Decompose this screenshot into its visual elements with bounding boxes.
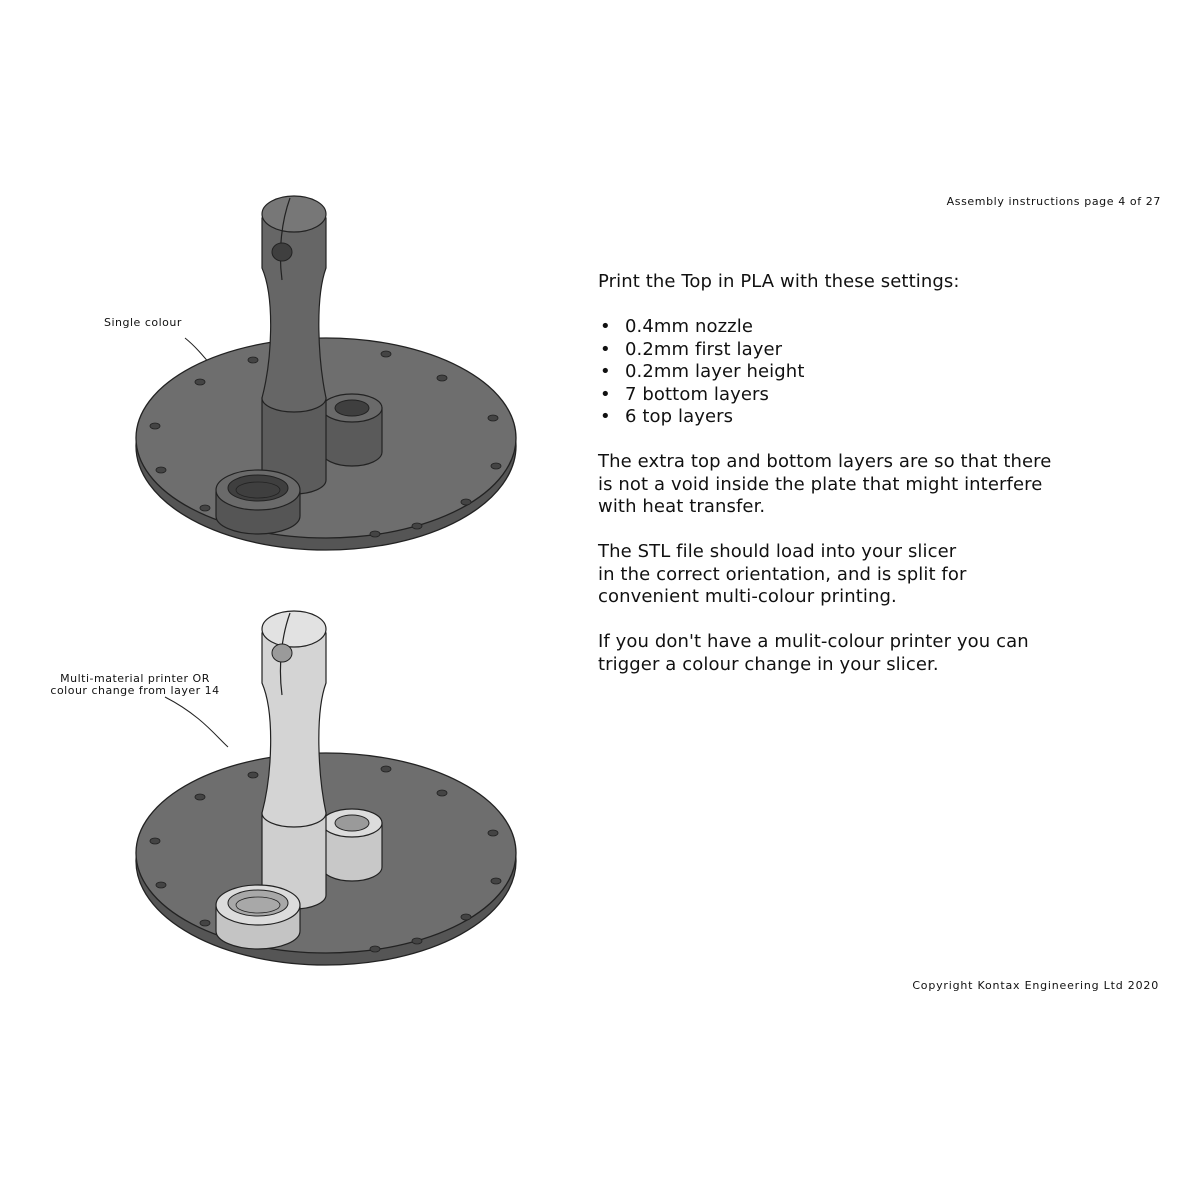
instructions <box>598 271 1158 699</box>
copyright-footer: Copyright Kontax Engineering Ltd 2020 <box>912 979 1159 992</box>
multi-colour-render <box>0 585 560 985</box>
paragraph-line: trigger a colour change in your slicer. <box>598 653 939 675</box>
setting-item: • 0.2mm first layer <box>598 339 1158 362</box>
setting-item: • 0.2mm layer height <box>598 361 1158 384</box>
intro-text: Print the Top in PLA with these settings: <box>598 271 960 292</box>
setting-item: • 7 bottom layers <box>598 384 1158 407</box>
setting-item: • 6 top layers <box>598 406 1158 429</box>
paragraph-line: with heat transfer. <box>598 496 766 517</box>
paragraph-line: If you don't have a mulit-colour printer you can <box>598 631 1029 652</box>
paragraph-colour-change <box>598 631 1158 676</box>
paragraph-heat-transfer <box>598 451 1158 519</box>
callout-line-2: colour change from layer 14 <box>50 684 220 697</box>
settings-list <box>598 316 1158 429</box>
single-colour-render <box>0 170 560 570</box>
callout-single-colour: Single colour <box>104 316 182 329</box>
paragraph-line: The extra top and bottom layers are so that there <box>598 451 1052 472</box>
paragraph-line: in the correct orientation, and is split for <box>598 563 967 585</box>
page-label: Assembly instructions page 4 of 27 <box>946 195 1161 208</box>
paragraph-line: is not a void inside the plate that might interfere <box>598 473 1043 495</box>
callout-leader <box>165 697 228 747</box>
paragraph-line: convenient multi-colour printing. <box>598 586 897 607</box>
paragraph-stl-file <box>598 541 1158 609</box>
paragraph-line: The STL file should load into your slicer <box>598 541 957 562</box>
callout-line-1: Multi-material printer OR <box>60 672 210 685</box>
setting-item: • 0.4mm nozzle <box>598 316 1158 339</box>
